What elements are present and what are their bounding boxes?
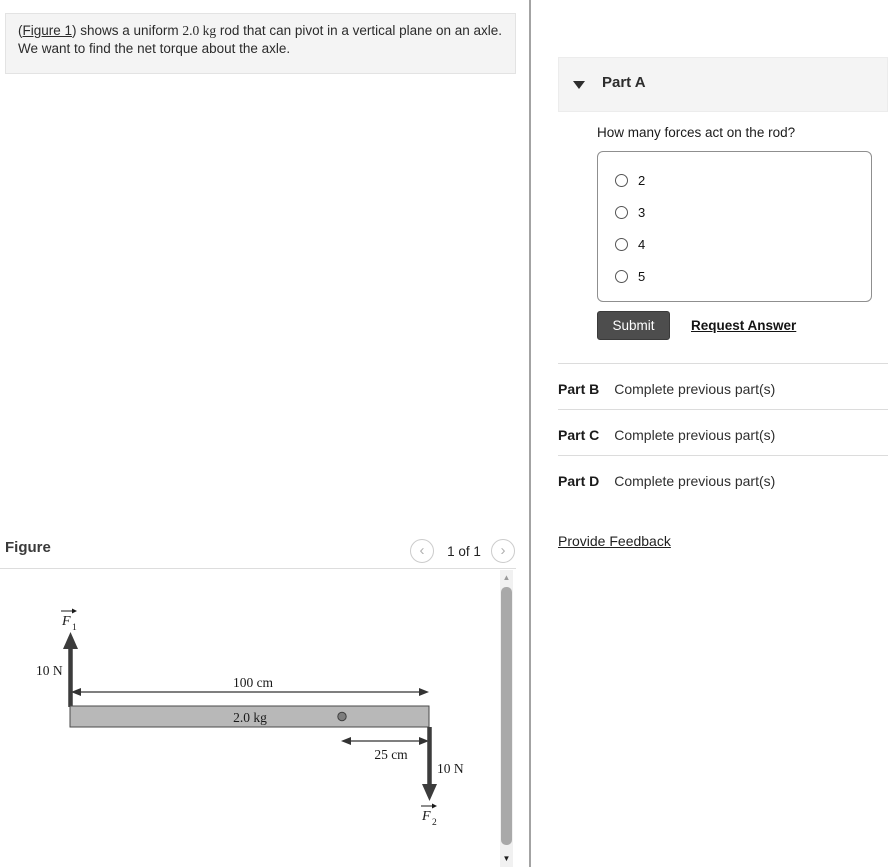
request-answer-link[interactable]: Request Answer [691, 318, 797, 333]
f1-magnitude-label: 10 N [36, 663, 63, 678]
part-d-status: Complete previous part(s) [614, 473, 776, 489]
radio-option-4[interactable] [615, 234, 645, 254]
option-label: 3 [638, 204, 646, 220]
scroll-down-icon[interactable]: ▼ [502, 854, 511, 863]
provide-feedback-link[interactable]: Provide Feedback [558, 533, 671, 549]
offset-label: 25 cm [374, 747, 408, 762]
option-label: 2 [638, 172, 646, 188]
section-divider [558, 363, 888, 364]
collapse-triangle-icon[interactable] [573, 81, 585, 89]
f1-label: F [62, 614, 71, 629]
part-b-title: Part B [558, 381, 600, 397]
rod-mass-label: 2.0 kg [233, 710, 267, 725]
submit-button[interactable]: Submit [597, 311, 670, 340]
panel-divider [529, 0, 531, 867]
part-a-question: How many forces act on the rod? [597, 125, 796, 140]
part-d-row [558, 473, 775, 489]
rod-torque-diagram [0, 570, 500, 867]
section-divider [558, 409, 888, 410]
figure-scrollbar[interactable] [500, 570, 513, 867]
option-label: 4 [638, 236, 646, 252]
scrollbar-thumb[interactable] [501, 587, 512, 845]
part-c-status: Complete previous part(s) [614, 427, 776, 443]
chevron-right-icon: › [500, 542, 506, 559]
part-b-status: Complete previous part(s) [614, 381, 776, 397]
radio-option-2[interactable] [615, 170, 645, 190]
problem-mass-value: 2.0 kg [182, 23, 217, 38]
figure-header-divider [0, 568, 516, 569]
f2-label: F [422, 809, 431, 824]
radio-button-icon[interactable] [615, 238, 628, 251]
radio-option-5[interactable] [615, 266, 645, 286]
length-label: 100 cm [232, 675, 274, 690]
axle-pivot-dot [338, 712, 346, 720]
section-divider [558, 455, 888, 456]
radio-button-icon[interactable] [615, 270, 628, 283]
problem-text-mid: ) shows a uniform [72, 23, 183, 38]
part-a-title: Part A [602, 74, 646, 91]
part-d-title: Part D [558, 473, 600, 489]
option-label: 5 [638, 268, 646, 284]
figure-link[interactable]: Figure 1 [22, 23, 73, 38]
figure-next-button[interactable] [491, 539, 515, 563]
radio-button-icon[interactable] [615, 174, 628, 187]
part-b-row [558, 381, 775, 397]
part-c-row [558, 427, 775, 443]
problem-statement [5, 13, 516, 74]
chevron-left-icon: ‹ [419, 542, 425, 559]
figure-section-title: Figure [5, 539, 51, 556]
figure-canvas [0, 570, 500, 867]
part-c-title: Part C [558, 427, 600, 443]
f1-subscript: 1 [72, 623, 77, 633]
answer-options-box [597, 151, 872, 302]
figure-page-indicator: 1 of 1 [447, 544, 481, 559]
f2-magnitude-label: 10 N [437, 761, 464, 776]
radio-option-3[interactable] [615, 202, 645, 222]
problem-text-after: rod that can pivot in a vertical plane on an axle. We want to find the net torque about the axle. [18, 23, 503, 56]
figure-prev-button[interactable] [410, 539, 434, 563]
scroll-up-icon[interactable]: ▲ [502, 573, 511, 582]
radio-button-icon[interactable] [615, 206, 628, 219]
problem-text-open: ( [18, 23, 23, 38]
part-a-header[interactable] [558, 57, 888, 112]
f2-subscript: 2 [432, 818, 437, 828]
